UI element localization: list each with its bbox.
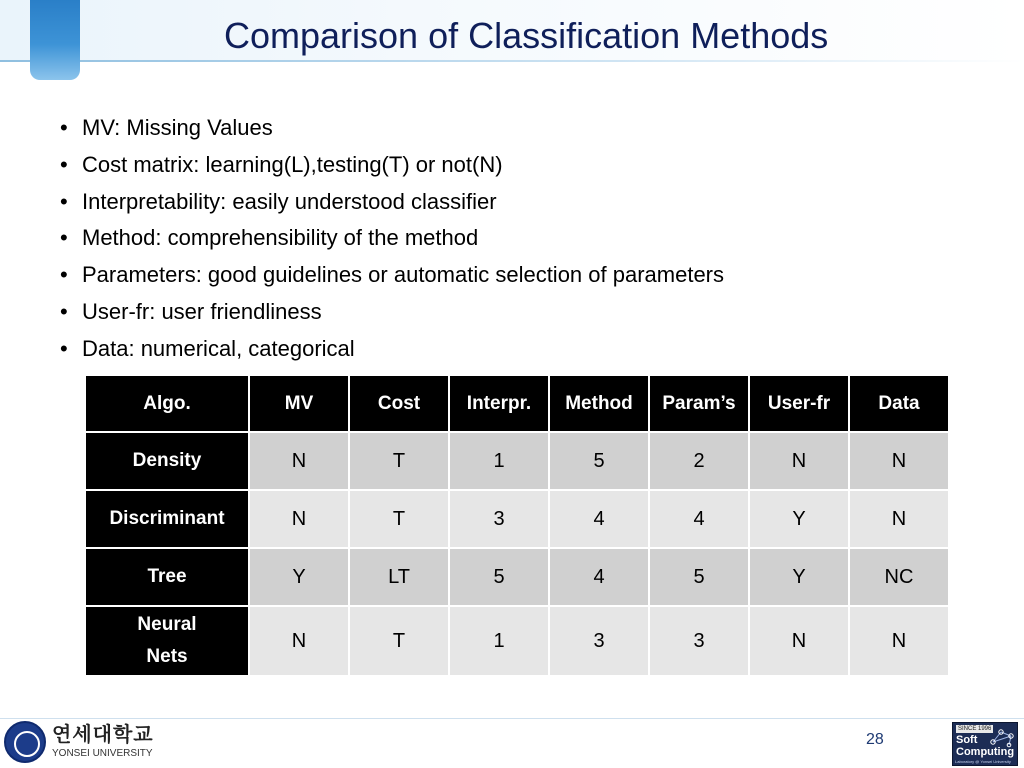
bullet-icon: •	[60, 225, 68, 251]
table-cell: 4	[550, 549, 648, 605]
bullet-icon: •	[60, 151, 68, 177]
bullet-list	[60, 110, 724, 368]
bullet-item	[60, 110, 724, 147]
bullet-item	[60, 257, 724, 294]
table-cell: N	[850, 433, 948, 489]
footer-divider	[0, 718, 1024, 719]
row-header-line: Nets	[146, 646, 188, 667]
column-header-algo: Algo.	[86, 376, 248, 431]
page-number: 28	[866, 731, 884, 748]
table-cell: 3	[650, 607, 748, 675]
table-cell: N	[250, 607, 348, 675]
table-cell: Y	[250, 549, 348, 605]
column-header-interpr: Interpr.	[450, 376, 548, 431]
column-header-data: Data	[850, 376, 948, 431]
header-stripe	[0, 60, 1024, 62]
table-cell: 2	[650, 433, 748, 489]
column-header-user-fr: User-fr	[750, 376, 848, 431]
row-header-neural-nets	[86, 607, 248, 675]
table-cell: N	[850, 491, 948, 547]
table-cell: N	[850, 607, 948, 675]
bullet-icon: •	[60, 262, 68, 288]
network-graph-icon	[989, 726, 1015, 748]
column-header-mv: MV	[250, 376, 348, 431]
bullet-icon: •	[60, 298, 68, 324]
table-cell: Y	[750, 491, 848, 547]
table-cell: N	[250, 433, 348, 489]
table-cell: T	[350, 607, 448, 675]
bullet-text: Interpretability: easily understood classifier	[82, 188, 497, 214]
column-header-cost: Cost	[350, 376, 448, 431]
yonsei-university-logo	[4, 720, 154, 764]
bullet-text: User-fr: user friendliness	[82, 298, 322, 324]
slide-title: Comparison of Classification Methods	[224, 15, 829, 56]
table-cell: 1	[450, 433, 548, 489]
table-cell: 1	[450, 607, 548, 675]
bullet-text: Parameters: good guidelines or automatic selection of parameters	[82, 262, 725, 288]
table-cell: N	[750, 433, 848, 489]
row-header-discriminant: Discriminant	[86, 491, 248, 547]
bullet-item	[60, 294, 724, 331]
bullet-text: Data: numerical, categorical	[82, 335, 355, 361]
table-cell: 5	[650, 549, 748, 605]
lab-logo-since: SINCE 1996	[958, 726, 992, 732]
table-cell: N	[250, 491, 348, 547]
lab-logo-line1: Soft	[956, 734, 978, 746]
lab-logo-subtitle: Laboratory @ Yonsei University	[955, 759, 1011, 764]
row-header-density: Density	[86, 433, 248, 489]
bullet-item	[60, 220, 724, 257]
bullet-text: MV: Missing Values	[82, 115, 273, 140]
table-cell: 3	[450, 491, 548, 547]
table-cell: 5	[450, 549, 548, 605]
lab-logo-line2: Computing	[956, 746, 1015, 758]
bullet-icon: •	[60, 188, 68, 214]
table-header-row	[86, 376, 948, 431]
table-cell: LT	[350, 549, 448, 605]
column-header-params: Param’s	[650, 376, 748, 431]
table-cell: Y	[750, 549, 848, 605]
bullet-text: Method: comprehensibility of the method	[82, 225, 479, 251]
table-cell: N	[750, 607, 848, 675]
soft-computing-lab-logo	[952, 722, 1018, 766]
bullet-item	[60, 147, 724, 184]
header-tab-decoration	[30, 0, 80, 80]
table-row	[86, 549, 948, 605]
table-cell: 5	[550, 433, 648, 489]
bullet-icon: •	[60, 335, 68, 361]
bullet-text: Cost matrix: learning(L),testing(T) or not(N)	[82, 151, 503, 177]
university-name-korean: 연세대학교	[52, 724, 154, 746]
bullet-item	[60, 331, 724, 368]
column-header-method: Method	[550, 376, 648, 431]
comparison-table	[84, 374, 950, 677]
table-row	[86, 607, 948, 675]
table-cell: 4	[550, 491, 648, 547]
table-cell: 3	[550, 607, 648, 675]
table-cell: 4	[650, 491, 748, 547]
bullet-item	[60, 184, 724, 221]
university-seal-icon	[4, 721, 46, 763]
row-header-line: Neural	[137, 614, 197, 635]
table-row	[86, 433, 948, 489]
table-cell: NC	[850, 549, 948, 605]
table-cell: T	[350, 433, 448, 489]
bullet-icon: •	[60, 115, 68, 140]
table-cell: T	[350, 491, 448, 547]
university-name	[52, 725, 154, 759]
university-name-english: YONSEI UNIVERSITY	[52, 748, 153, 759]
table-row	[86, 491, 948, 547]
row-header-tree: Tree	[86, 549, 248, 605]
